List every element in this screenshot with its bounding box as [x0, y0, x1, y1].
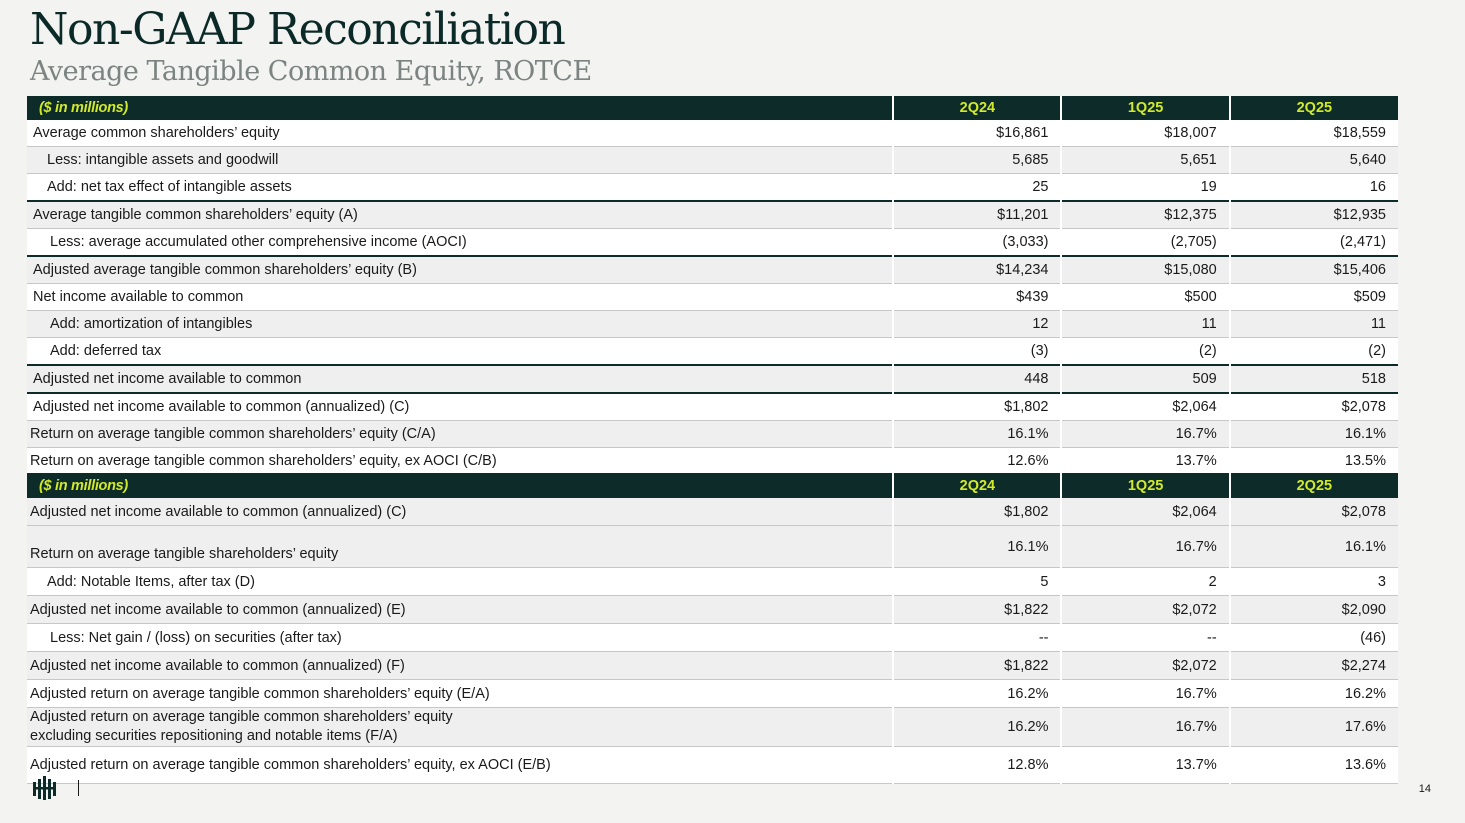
table-header-row: [27, 96, 1398, 120]
cell-2q25: 11: [1230, 311, 1398, 338]
table-row: [27, 421, 1398, 448]
row-label: Add: net tax effect of intangible assets: [27, 174, 893, 202]
cell-2q24: 16.2%: [893, 680, 1061, 708]
table-row: [27, 568, 1398, 596]
cell-1q25: 16.7%: [1061, 708, 1229, 747]
table-row: [27, 201, 1398, 229]
cell-1q25: 2: [1061, 568, 1229, 596]
cell-2q24: $1,822: [893, 652, 1061, 680]
table-row: [27, 652, 1398, 680]
cell-2q24: $439: [893, 284, 1061, 311]
row-label-multiline: [27, 708, 893, 747]
table-row: [27, 498, 1398, 526]
table-row: [27, 747, 1398, 784]
cell-2q24: $1,802: [893, 498, 1061, 526]
cell-2q24: 25: [893, 174, 1061, 202]
cell-2q24: $14,234: [893, 256, 1061, 284]
cell-1q25: --: [1061, 624, 1229, 652]
header-2q25: 2Q25: [1230, 96, 1398, 120]
cell-1q25: 13.7%: [1061, 448, 1229, 475]
cell-2q25: (2,471): [1230, 229, 1398, 257]
row-label: Return on average tangible common shareholders’ equity, ex AOCI (C/B): [27, 448, 893, 475]
table-row: [27, 680, 1398, 708]
cell-2q24: (3,033): [893, 229, 1061, 257]
row-label: Adjusted net income available to common: [27, 365, 893, 393]
row-label: Less: intangible assets and goodwill: [27, 147, 893, 174]
table-row: [27, 596, 1398, 624]
cell-2q24: --: [893, 624, 1061, 652]
cell-2q25: (2): [1230, 338, 1398, 366]
table-row: [27, 365, 1398, 393]
cell-1q25: 13.7%: [1061, 747, 1229, 784]
row-label: Adjusted return on average tangible common shareholders’ equity, ex AOCI (E/B): [27, 747, 893, 784]
cell-2q24: 12.6%: [893, 448, 1061, 475]
cell-1q25: 11: [1061, 311, 1229, 338]
row-label: Add: Notable Items, after tax (D): [27, 568, 893, 596]
row-label: Add: amortization of intangibles: [27, 311, 893, 338]
cell-1q25: 16.7%: [1061, 526, 1229, 568]
header-units: ($ in millions): [27, 473, 893, 498]
cell-1q25: 16.7%: [1061, 421, 1229, 448]
table-row: [27, 708, 1398, 747]
cell-2q25: $2,090: [1230, 596, 1398, 624]
row-label: Less: Net gain / (loss) on securities (after tax): [27, 624, 893, 652]
cell-1q25: (2): [1061, 338, 1229, 366]
cell-2q24: 12: [893, 311, 1061, 338]
cell-2q25: 5,640: [1230, 147, 1398, 174]
cell-1q25: 16.7%: [1061, 680, 1229, 708]
cell-1q25: $12,375: [1061, 201, 1229, 229]
table-row: [27, 147, 1398, 174]
row-label: Return on average tangible shareholders’ equity: [27, 526, 893, 568]
table-row: [27, 120, 1398, 147]
cell-2q24: 16.1%: [893, 526, 1061, 568]
cell-2q24: $1,802: [893, 393, 1061, 421]
page-title: Non-GAAP Reconciliation: [30, 4, 565, 55]
row-label: Average common shareholders’ equity: [27, 120, 893, 147]
cell-2q25: $12,935: [1230, 201, 1398, 229]
cell-1q25: 5,651: [1061, 147, 1229, 174]
header-units: ($ in millions): [27, 96, 893, 120]
cell-1q25: $18,007: [1061, 120, 1229, 147]
cell-2q25: 16.2%: [1230, 680, 1398, 708]
bank-logo-icon: [33, 776, 59, 800]
cell-2q25: $18,559: [1230, 120, 1398, 147]
cell-2q25: 3: [1230, 568, 1398, 596]
row-label: Adjusted return on average tangible common shareholders’ equity (E/A): [27, 680, 893, 708]
cell-1q25: (2,705): [1061, 229, 1229, 257]
cell-2q25: $2,274: [1230, 652, 1398, 680]
cell-1q25: 509: [1061, 365, 1229, 393]
header-1q25: 1Q25: [1061, 96, 1229, 120]
cell-2q24: 16.2%: [893, 708, 1061, 747]
footer-divider: [78, 780, 79, 796]
table-row: [27, 229, 1398, 257]
page-number: 14: [1418, 783, 1431, 795]
table-row: [27, 448, 1398, 475]
cell-2q24: (3): [893, 338, 1061, 366]
cell-2q25: 17.6%: [1230, 708, 1398, 747]
cell-1q25: $500: [1061, 284, 1229, 311]
cell-2q25: $15,406: [1230, 256, 1398, 284]
table-row: [27, 624, 1398, 652]
cell-2q25: 518: [1230, 365, 1398, 393]
header-2q25: 2Q25: [1230, 473, 1398, 498]
cell-2q25: 13.6%: [1230, 747, 1398, 784]
row-label: Adjusted average tangible common shareholders’ equity (B): [27, 256, 893, 284]
table-header-row: [27, 473, 1398, 498]
cell-2q24: 16.1%: [893, 421, 1061, 448]
row-label: Adjusted net income available to common (annualized) (F): [27, 652, 893, 680]
cell-2q24: $16,861: [893, 120, 1061, 147]
cell-2q25: 13.5%: [1230, 448, 1398, 475]
row-label: Adjusted net income available to common (annualized) (C): [27, 393, 893, 421]
table-row: [27, 174, 1398, 202]
cell-2q25: 16: [1230, 174, 1398, 202]
table-row: [27, 311, 1398, 338]
cell-2q25: $509: [1230, 284, 1398, 311]
cell-1q25: $15,080: [1061, 256, 1229, 284]
row-label-line2: excluding securities repositioning and notable items (F/A): [30, 728, 398, 744]
reconciliation-table-rotce: [27, 96, 1398, 475]
row-label: Less: average accumulated other comprehensive income (AOCI): [27, 229, 893, 257]
cell-2q25: $2,078: [1230, 393, 1398, 421]
row-label: Adjusted net income available to common (annualized) (C): [27, 498, 893, 526]
table-row: [27, 526, 1398, 568]
cell-2q24: $11,201: [893, 201, 1061, 229]
cell-2q24: 448: [893, 365, 1061, 393]
header-2q24: 2Q24: [893, 96, 1061, 120]
cell-2q24: 5,685: [893, 147, 1061, 174]
cell-2q25: 16.1%: [1230, 526, 1398, 568]
cell-1q25: $2,072: [1061, 596, 1229, 624]
reconciliation-table-adjusted: [27, 473, 1398, 784]
header-1q25: 1Q25: [1061, 473, 1229, 498]
cell-2q25: $2,078: [1230, 498, 1398, 526]
cell-2q24: 5: [893, 568, 1061, 596]
table-row: [27, 393, 1398, 421]
row-label: Return on average tangible common shareholders’ equity (C/A): [27, 421, 893, 448]
row-label: Net income available to common: [27, 284, 893, 311]
row-label-line1: Adjusted return on average tangible common shareholders’ equity: [30, 709, 453, 725]
row-label: Add: deferred tax: [27, 338, 893, 366]
cell-2q24: 12.8%: [893, 747, 1061, 784]
cell-2q25: (46): [1230, 624, 1398, 652]
page-subtitle: Average Tangible Common Equity, ROTCE: [30, 56, 592, 87]
cell-1q25: $2,064: [1061, 498, 1229, 526]
table-row: [27, 256, 1398, 284]
row-label: Average tangible common shareholders’ equity (A): [27, 201, 893, 229]
row-label: Adjusted net income available to common (annualized) (E): [27, 596, 893, 624]
cell-1q25: 19: [1061, 174, 1229, 202]
cell-2q24: $1,822: [893, 596, 1061, 624]
cell-1q25: $2,072: [1061, 652, 1229, 680]
cell-1q25: $2,064: [1061, 393, 1229, 421]
table-row: [27, 284, 1398, 311]
header-2q24: 2Q24: [893, 473, 1061, 498]
table-row: [27, 338, 1398, 366]
cell-2q25: 16.1%: [1230, 421, 1398, 448]
